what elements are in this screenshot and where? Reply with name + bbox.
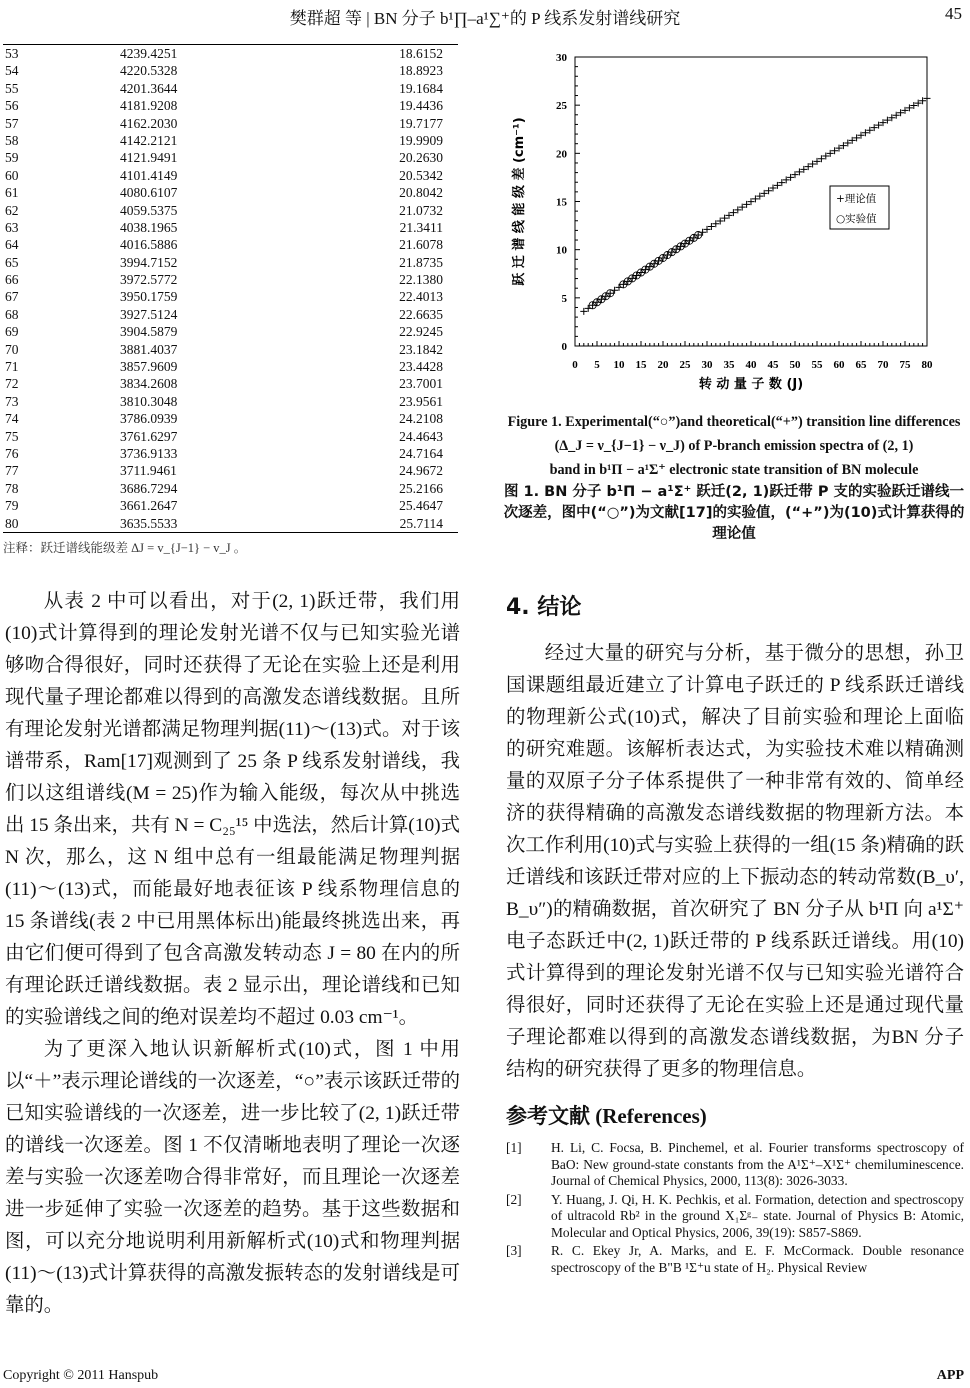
x-tick-label: 65: [855, 359, 867, 371]
cell-j: 68: [5, 306, 19, 322]
table-row: [3, 306, 458, 323]
cell-difference: 21.6078: [399, 237, 443, 253]
caption-en-line1: Figure 1. Experimental(“○”)and theoretical(“+”) transition line differences (Δ_J = ν_{J−1} − ν_J) of P-branch emission spectra of (2, 1): [507, 414, 961, 454]
cell-difference: 25.7114: [399, 515, 443, 531]
table-row: [3, 375, 458, 392]
cell-j: 64: [5, 237, 19, 253]
cell-j: 70: [5, 341, 19, 357]
caption-en-line2: band in b¹Π − a¹Σ⁺ electronic state transition of BN molecule: [549, 462, 919, 478]
theoretical-point: [585, 305, 592, 312]
y-tick-label: 30: [556, 52, 567, 64]
x-tick-label: 5: [594, 359, 600, 371]
cell-j: 62: [5, 202, 19, 218]
cell-wavenumber: 4080.6107: [120, 185, 178, 201]
references-title-en: (References): [595, 1104, 707, 1128]
cell-j: 76: [5, 445, 19, 461]
cell-j: 69: [5, 324, 19, 340]
cell-wavenumber: 3994.7152: [120, 254, 178, 270]
y-axis-label: 跃 迁 谱 线 能 级 差 (cm⁻¹): [512, 117, 527, 286]
table-row: [3, 115, 458, 132]
cell-j: 67: [5, 289, 19, 305]
table-row: [3, 97, 458, 114]
x-tick-label: 70: [877, 359, 889, 371]
y-tick-label: 5: [561, 292, 567, 305]
cell-difference: 21.3411: [399, 219, 443, 235]
x-tick-label: 10: [613, 359, 625, 371]
cell-wavenumber: 3736.9133: [120, 445, 178, 461]
y-tick-label: 25: [556, 100, 567, 113]
cell-j: 63: [5, 219, 19, 235]
x-tick-label: 75: [899, 359, 911, 371]
left-column-body: [5, 586, 460, 1322]
table-row: [3, 462, 458, 479]
table-row: [3, 254, 458, 271]
cell-wavenumber: 3881.4037: [120, 341, 178, 357]
x-tick-label: 40: [745, 359, 757, 371]
reference-number: [3]: [506, 1243, 522, 1258]
cell-j: 74: [5, 411, 19, 427]
references-list: [506, 1140, 964, 1278]
x-tick-label: 50: [789, 359, 801, 371]
reference-text: Y. Huang, J. Qi, H. K. Pechkis, et al. Formation, detection and spectroscopy of ultracold Rb² in the ground X₁Σᵍ₋ state. Journal of Physics B: Atomic, Molecular and Optical Physics, 2006, 39(19): S857-S869.: [551, 1191, 964, 1240]
cell-wavenumber: 3635.5533: [120, 515, 178, 531]
cell-j: 73: [5, 393, 19, 409]
page-number: 45: [945, 4, 962, 23]
cell-j: 53: [5, 46, 19, 61]
theoretical-point: [580, 308, 587, 315]
legend-entry-theoretical: +理论值: [836, 193, 877, 205]
reference-number: [1]: [506, 1140, 522, 1155]
cell-wavenumber: 4016.5886: [120, 237, 178, 253]
cell-difference: 18.8923: [399, 63, 443, 79]
table-row: [3, 149, 458, 166]
running-header-title: 樊群超 等 | BN 分子 b¹∏–a¹∑⁺的 P 线系发射谱线研究: [289, 9, 681, 28]
cell-j: 75: [5, 428, 19, 444]
x-tick-label: 60: [833, 359, 845, 371]
cell-j: 57: [5, 115, 19, 131]
y-tick-label: 15: [556, 196, 567, 209]
cell-wavenumber: 4220.5328: [120, 63, 178, 79]
cell-difference: 24.4643: [399, 428, 443, 444]
cell-difference: 20.5342: [399, 167, 443, 183]
cell-difference: 19.1684: [399, 80, 443, 96]
cell-wavenumber: 3661.2647: [120, 498, 178, 514]
table-row: [3, 167, 458, 184]
footer-copyright: Copyright © 2011 Hanspub: [3, 1368, 159, 1383]
reference-item: [506, 1140, 964, 1190]
x-tick-label: 55: [811, 359, 823, 371]
cell-j: 65: [5, 254, 19, 270]
figure-1-chart: [495, 40, 955, 400]
cell-wavenumber: 4038.1965: [120, 219, 178, 235]
cell-j: 72: [5, 376, 19, 392]
cell-j: 78: [5, 480, 19, 496]
paragraph: 经过大量的研究与分析，基于微分的思想，孙卫国课题组最近建立了计算电子跃迁的 P 线系跃迁谱线的物理新公式(10)式，解决了目前实验和理论上面临的研究难题。该解析表达式，为实验技术难以精确测量的双原子分子体系提供了一种非常有效的、简单经济的获得精确的高激发态谱线数据的物理新方法。本次工作利用(10)式与实验上获得的一组(15 条)精确的跃迁谱线和该跃迁带对应的上下振动态的转动常数(B_υ′, B_υ″)的精确数据，首次研究了 BN 分子从 b¹Π 向 a¹Σ⁺ 电子态跃迁中(2, 1)跃迁带的 P 线系跃迁谱线。用(10)式计算得到的理论发射光谱不仅与已知实验光谱符合得很好，同时还获得了无论在实验上还是通过现代量子理论都难以得到的高激发态谱线数据，为BN 分子结构的研究获得了更多的物理信息。: [506, 643, 964, 1080]
cell-difference: 22.1380: [399, 272, 443, 288]
cell-wavenumber: 3711.9461: [120, 463, 177, 479]
reference-text: H. Li, C. Focsa, B. Pinchemel, et al. Fourier transforms spectroscopy of BaO: New ground-state constants from the A¹Σ⁺–X¹Σ⁺ chemiluminescence. Journal of Chemical Physics, 2000, 113(8): 3026-3033.: [551, 1140, 964, 1188]
cell-wavenumber: 3950.1759: [120, 289, 178, 305]
reference-item: [506, 1192, 964, 1242]
section-heading: 4. 结论: [506, 595, 582, 620]
cell-difference: 21.8735: [399, 254, 443, 270]
cell-difference: 20.2630: [399, 150, 443, 166]
x-tick-label: 35: [723, 359, 735, 371]
table-row: [3, 271, 458, 288]
table-row: [3, 480, 458, 497]
conclusion-body: [506, 638, 964, 1086]
cell-difference: 24.2108: [399, 411, 443, 427]
table-row: [3, 184, 458, 201]
x-tick-label: 80: [921, 359, 933, 371]
x-tick-label: 0: [572, 359, 578, 371]
cell-j: 60: [5, 167, 19, 183]
cell-difference: 25.4647: [399, 498, 443, 514]
cell-wavenumber: 4201.3644: [120, 80, 178, 96]
table-row: [3, 236, 458, 253]
cell-wavenumber: 3686.7294: [120, 480, 178, 496]
table-row: [3, 132, 458, 149]
cell-difference: 20.8042: [399, 185, 443, 201]
cell-j: 59: [5, 150, 19, 166]
x-tick-label: 25: [679, 359, 691, 371]
reference-text: R. C. Ekey Jr, A. Marks, and E. F. McCormack. Double resonance spectroscopy of the B"B ¹Σ⁺u state of H₂. Physical Review: [551, 1243, 964, 1275]
table-note: 注释：跃迁谱线能级差 ΔJ = v_{J−1} − v_J 。: [3, 541, 247, 555]
cell-difference: 24.7164: [399, 445, 443, 461]
x-axis-label: 转 动 量 子 数 (J): [698, 377, 804, 392]
cell-j: 61: [5, 185, 19, 201]
cell-difference: 23.1842: [399, 341, 443, 357]
cell-j: 55: [5, 80, 19, 96]
cell-difference: 23.7001: [399, 376, 443, 392]
legend-entry-experimental: ○实验值: [836, 213, 877, 225]
data-table: [3, 44, 458, 533]
cell-wavenumber: 4101.4149: [120, 167, 178, 183]
cell-wavenumber: 3834.2608: [120, 376, 178, 392]
table-row: [3, 323, 458, 340]
y-tick-label: 10: [556, 244, 567, 257]
paragraph: 从表 2 中可以看出，对于(2, 1)跃迁带，我们用(10)式计算得到的理论发射光谱不仅与已知实验光谱够吻合得很好，同时还获得了无论在实验上还是利用现代量子理论都难以得到的高激发态谱线数据。且所有理论发射光谱都满足物理判据(11)～(13)式。对于该谱带系，Ram[17]观测到了 25 条 P 线系发射谱线，我们以这组谱线(M = 25)作为输入能级，每次从中挑选出 15 条出来，共有 N = C₂₅¹⁵ 中选法，然后计算(10)式 N 次，那么，这 N 组中总有一组最能满足物理判据(11)～(13)式，而能最好地表征该 P 线系物理信息的 15 条谱线(表 2 中已用黑体标出)能最终挑选出来，再由它们便可得到了包含高激发转动态 J = 80 在内的所有理论跃迁谱线数据。表 2 显示出，理论谱线和已知的实验谱线之间的绝对误差均不超过 0.03 cm⁻¹。: [5, 591, 460, 1028]
table-row: [3, 288, 458, 305]
cell-j: 71: [5, 359, 19, 375]
cell-wavenumber: 3857.9609: [120, 359, 178, 375]
caption-cn: 图 1. BN 分子 b¹Π − a¹Σ⁺ 跃迁(2, 1)跃迁带 P 支的实验跃迁谱线一次逐差，图中(“○”)为文献[17]的实验值，(“+”)为(10)式计算获得的理论值: [503, 484, 965, 542]
reference-number: [2]: [506, 1191, 522, 1207]
cell-difference: 25.2166: [399, 480, 443, 496]
y-tick-label: 20: [556, 148, 567, 161]
y-tick-label: 0: [561, 341, 567, 353]
cell-difference: 19.4436: [399, 98, 443, 114]
cell-difference: 21.0732: [399, 202, 443, 218]
table-row: [3, 515, 458, 532]
figure-caption: [500, 410, 968, 545]
cell-j: 66: [5, 272, 19, 288]
paragraph: 为了更深入地认识新解析式(10)式，图 1 中用以“＋”表示理论谱线的一次逐差，“○”表示该跃迁带的已知实验谱线的一次逐差，进一步比较了(2, 1)跃迁带的谱线一次逐差。图 1 不仅清晰地表明了理论一次逐差与实验一次逐差吻合得非常好，而且理论一次逐差进一步延伸了实验一次逐差的趋势。基于这些数据和图，可以充分地说明利用新解析式(10)式和物理判据(11)～(13)式计算获得的高激发振转态的发射谱线是可靠的。: [5, 1039, 460, 1316]
cell-wavenumber: 4142.2121: [120, 132, 178, 148]
table-row: [3, 410, 458, 427]
cell-difference: 24.9672: [399, 463, 443, 479]
cell-j: 58: [5, 132, 19, 148]
cell-difference: 22.4013: [399, 289, 443, 305]
table-row: [3, 219, 458, 236]
cell-difference: 19.7177: [399, 115, 443, 131]
cell-difference: 22.9245: [399, 324, 443, 340]
table-row: [3, 80, 458, 97]
cell-difference: 23.4428: [399, 359, 443, 375]
cell-wavenumber: 4162.2030: [120, 115, 178, 131]
x-tick-label: 45: [767, 359, 779, 371]
table-row: [3, 497, 458, 514]
table-row: [3, 341, 458, 358]
x-tick-label: 30: [701, 359, 713, 371]
cell-difference: 18.6152: [399, 46, 443, 61]
cell-j: 77: [5, 463, 19, 479]
cell-j: 56: [5, 98, 19, 114]
footer-journal: APP: [936, 1368, 964, 1383]
table-row: [3, 45, 458, 62]
cell-wavenumber: 4059.5375: [120, 202, 178, 218]
table-row: [3, 393, 458, 410]
cell-wavenumber: 4239.4251: [120, 46, 178, 61]
cell-wavenumber: 3761.6297: [120, 428, 178, 444]
table-row: [3, 62, 458, 79]
cell-wavenumber: 3904.5879: [120, 324, 178, 340]
cell-j: 80: [5, 515, 19, 531]
cell-wavenumber: 3810.3048: [120, 393, 178, 409]
reference-item: [506, 1243, 964, 1276]
table-row: [3, 358, 458, 375]
cell-wavenumber: 4181.9208: [120, 98, 178, 114]
table-row: [3, 428, 458, 445]
table-row: [3, 202, 458, 219]
cell-difference: 19.9909: [399, 132, 443, 148]
cell-wavenumber: 4121.9491: [120, 150, 178, 166]
cell-wavenumber: 3972.5772: [120, 272, 178, 288]
references-heading: [506, 1100, 707, 1130]
cell-difference: 22.6635: [399, 306, 443, 322]
cell-j: 79: [5, 498, 19, 514]
cell-difference: 23.9561: [399, 393, 443, 409]
x-tick-label: 15: [635, 359, 647, 371]
cell-j: 54: [5, 63, 19, 79]
cell-wavenumber: 3927.5124: [120, 306, 178, 322]
references-title-cn: 参考文献: [506, 1104, 590, 1128]
table-row: [3, 445, 458, 462]
x-tick-label: 20: [657, 359, 669, 371]
cell-wavenumber: 3786.0939: [120, 411, 178, 427]
